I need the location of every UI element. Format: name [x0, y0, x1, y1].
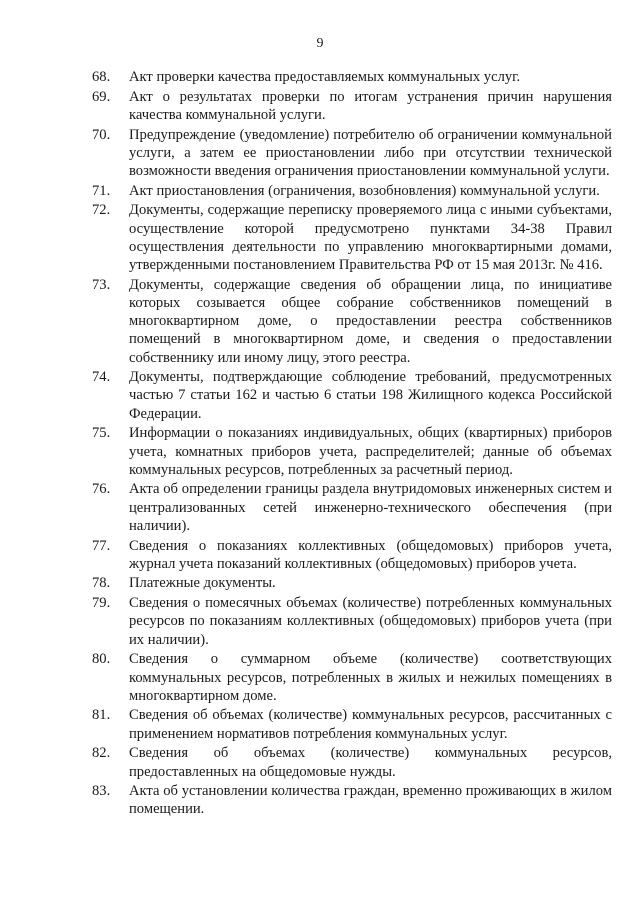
- item-number: 80.: [92, 651, 111, 668]
- item-text: Акт приостановления (ограничения, возобновления) коммунальной услуги.: [129, 182, 600, 199]
- item-text: Документы, подтверждающие соблюдение требований, предусмотренных частью 7 статьи 162 и частью 6 статьи 198 Жилищного кодекса Российской Федерации.: [129, 369, 612, 422]
- list-item: [92, 424, 612, 479]
- list-item: [92, 182, 612, 200]
- item-text: Акта об определении границы раздела внутридомовых инженерных систем и централизованных сетей инженерно-технического обеспечения (при наличии).: [129, 481, 612, 534]
- list-item: [92, 126, 612, 181]
- item-number: 79.: [92, 595, 111, 612]
- item-number: 77.: [92, 537, 111, 554]
- item-text: Документы, содержащие переписку проверяемого лица с иными субъектами, осуществление которой предусмотрено пунктами 34-38 Правил осуществления деятельности по управлению многоквартирными домами, утвержденными постановлением Правительства РФ от 15 мая 2013г. № 416.: [129, 202, 612, 274]
- list-item: [92, 650, 612, 705]
- page-number: 9: [316, 36, 324, 51]
- list-item: [92, 574, 612, 592]
- item-number: 74.: [92, 369, 111, 386]
- item-text: Акт проверки качества предоставляемых коммунальных услуг.: [129, 69, 521, 85]
- list-item: [92, 68, 612, 86]
- item-text: Сведения об объемах (количестве) коммунальных ресурсов, предоставленных на общедомовые нужды.: [129, 745, 612, 780]
- item-number: 82.: [92, 745, 111, 762]
- item-number: 78.: [92, 575, 111, 592]
- item-number: 70.: [92, 126, 111, 143]
- list-item: [92, 276, 612, 367]
- item-text: Сведения о помесячных объемах (количестве) потребленных коммунальных ресурсов по показаниям коллективных (общедомовых) приборов учета (при их наличии).: [129, 595, 612, 648]
- item-number: 69.: [92, 88, 111, 105]
- item-text: Платежные документы.: [129, 575, 276, 592]
- item-number: 83.: [92, 783, 111, 800]
- item-text: Акта об установлении количества граждан, временно проживающих в жилом помещении.: [129, 783, 612, 818]
- item-text: Сведения об объемах (количестве) коммунальных ресурсов, рассчитанных с применением нормативов потребления коммунальных услуг.: [129, 707, 612, 742]
- list-item: [92, 480, 612, 535]
- item-number: 72.: [92, 202, 111, 219]
- list-item: [92, 201, 612, 274]
- item-number: 73.: [92, 276, 111, 293]
- item-text: Акт о результатах проверки по итогам устранения причин нарушения качества коммунальной услуги.: [129, 88, 612, 123]
- list-item: [92, 744, 612, 780]
- item-text: Документы, содержащие сведения об обращении лица, по инициативе которых созывается общее собрание собственников помещений в многоквартирном доме, о предоставлении реестра собственников помещений в многоквартирном доме, и сведения о предоставлении собственнику или иному лицу, этого реестра.: [129, 276, 612, 366]
- item-text: Сведения о показаниях коллективных (общедомовых) приборов учета, журнал учета показаний коллективных (общедомовых) приборов учета.: [129, 537, 612, 572]
- list-item: [92, 88, 612, 124]
- list-item: [92, 594, 612, 649]
- list-item: [92, 537, 612, 573]
- item-number: 75.: [92, 425, 111, 442]
- item-number: 76.: [92, 481, 111, 498]
- item-text: Предупреждение (уведомление) потребителю об ограничении коммунальной услуги, а затем ее приостановлении либо при отсутствии технической возможности введения ограничения приостановлении коммунальной услуги.: [129, 126, 612, 180]
- item-text: Сведения о суммарном объеме (количестве) соответствующих коммунальных ресурсов, потребленных в жилых и нежилых помещениях в многоквартирном доме.: [129, 651, 612, 704]
- item-number: 71.: [92, 182, 111, 199]
- item-number: 81.: [92, 707, 111, 724]
- item-number: 68.: [92, 69, 111, 85]
- list-item: [92, 782, 612, 818]
- document-list: [92, 68, 612, 820]
- item-text: Информации о показаниях индивидуальных, общих (квартирных) приборов учета, комнатных приборов учета, распределителей; данные об объемах коммунальных ресурсов, потребленных за расчетный период.: [129, 425, 612, 478]
- list-item: [92, 368, 612, 423]
- list-item: [92, 706, 612, 742]
